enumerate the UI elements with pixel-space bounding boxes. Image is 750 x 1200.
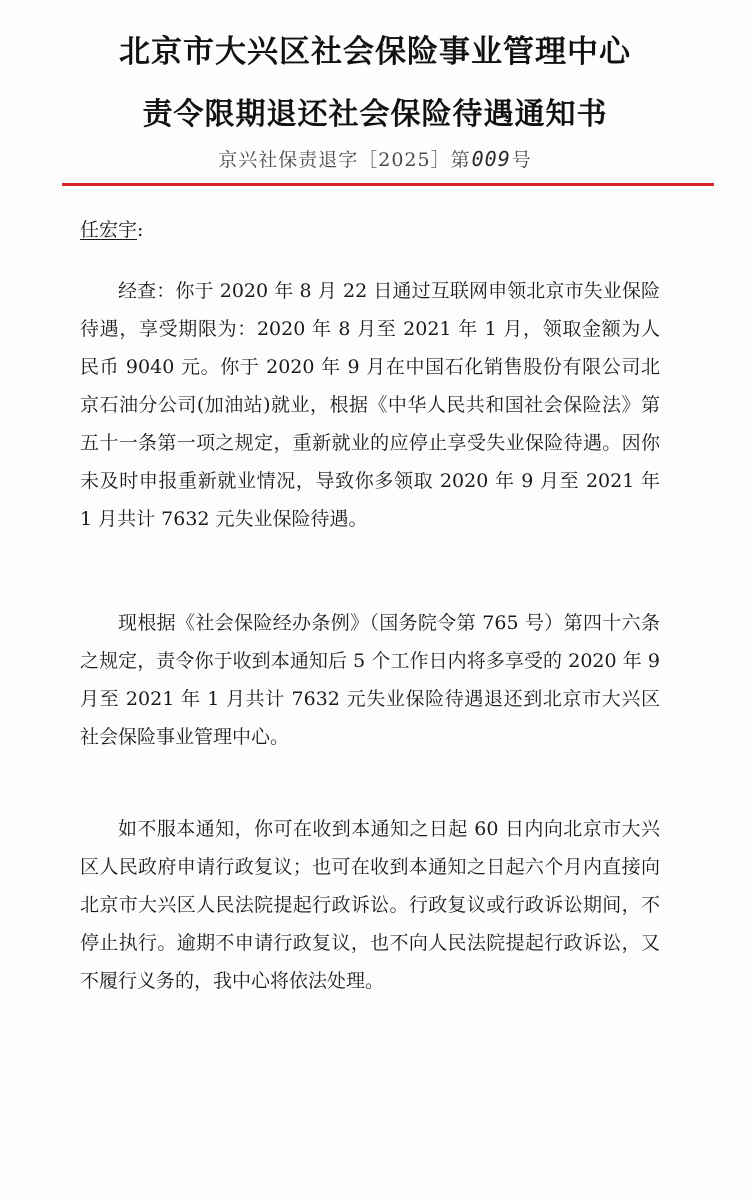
document-number (0, 145, 750, 172)
paragraph-order: 现根据《社会保险经办条例》（国务院令第 765 号）第四十六条之规定，责令你于收到本通知后 5 个工作日内将多享受的 2020 年 9 月至 2021 年 1 月共计 7632 元失业保险待遇退还到北京市大兴区社会保险事业管理中心。 (80, 612, 660, 748)
organization-title: 北京市大兴区社会保险事业管理中心 (119, 34, 631, 70)
document-title: 责令限期退还社会保险待遇通知书 (142, 97, 608, 132)
addressee-colon: : (137, 219, 144, 241)
paragraph-findings: 经查：你于 2020 年 8 月 22 日通过互联网申领北京市失业保险待遇，享受期限为：2020 年 8 月至 2021 年 1 月，领取金额为人民币 9040 元。你于 2020 年 9 月在中国石化销售股份有限公司北京石油分公司(加油站)就业，根据《中华人民共和国社会保险法》第五十一条第一项之规定，重新就业的应停止享受失业保险待遇。因你未及时申报重新就业情况，导致你多领取 2020 年 9 月至 2021 年 1 月共计 7632 元失业保险待遇。 (80, 280, 660, 530)
addressee (80, 216, 143, 244)
document-number-handwritten: 009 (471, 147, 511, 171)
document-number-prefix: 京兴社保责退字［2025］第 (218, 149, 471, 171)
paragraph-appeal-rights: 如不服本通知，你可在收到本通知之日起 60 日内向北京市大兴区人民政府申请行政复议；也可在收到本通知之日起六个月内直接向北京市大兴区人民法院提起行政诉讼。行政复议或行政诉讼期间，不停止执行。逾期不申请行政复议，也不向人民法院提起行政诉讼，又不履行义务的，我中心将依法处理。 (80, 818, 660, 992)
red-header-divider (62, 183, 714, 186)
document-number-suffix: 号 (511, 149, 532, 171)
addressee-name: 任宏宇 (80, 219, 138, 241)
